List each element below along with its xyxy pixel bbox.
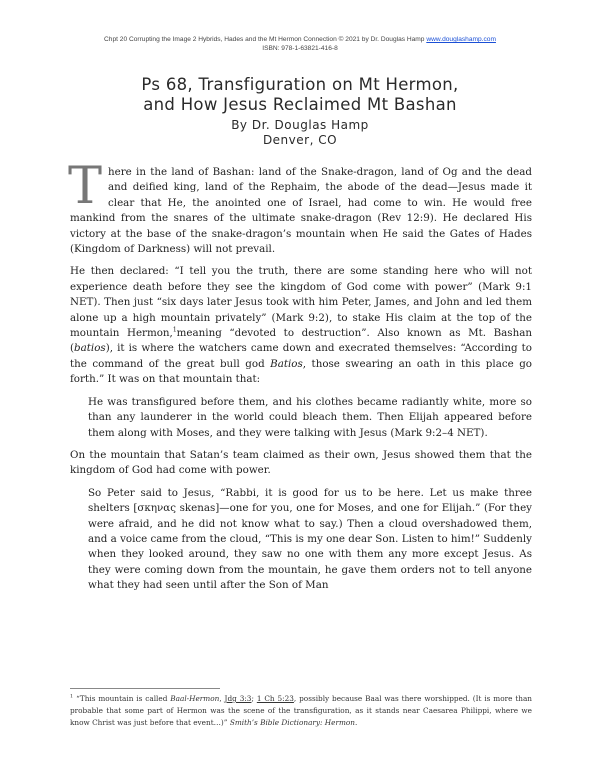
header-line-1 [60, 35, 540, 44]
paragraph-3: On the mountain that Satan’s team claimed as their own, Jesus showed them that the kingdom of God had come with power. [70, 448, 532, 477]
paragraph-1 [68, 157, 532, 257]
italic-batios: batios [74, 342, 106, 355]
document-body [68, 157, 532, 601]
footnote-text-a: “This mountain is called [76, 694, 171, 703]
footnote-text-b: , [219, 694, 225, 703]
author: By Dr. Douglas Hamp [231, 118, 369, 132]
document-title [60, 75, 540, 115]
page-header [60, 35, 540, 53]
footnote-italic-2: Smith’s Bible Dictionary: Hermon [229, 717, 355, 727]
header-isbn: ISBN: 978-1-63821-416-8 [262, 45, 338, 52]
paragraph-2-text-c: ), it is where the watchers came down and execrated themselves: “According to the command of the great bull god [70, 342, 532, 370]
footnote-divider [70, 688, 220, 689]
location: Denver, CO [262, 133, 338, 147]
title-line-2: and How Jesus Reclaimed Mt Bashan [143, 95, 457, 114]
footnote-reference[interactable]: 1 [172, 326, 177, 334]
website-link[interactable]: www.douglashamp.com [426, 36, 496, 43]
title-line-1: Ps 68, Transfiguration on Mt Hermon, [141, 75, 459, 94]
footnote-mark: 1 [70, 693, 74, 700]
paragraph-2-text-b: meaning “devoted to destruction”. Also known as Mt. Bashan ( [70, 327, 532, 355]
header-copyright: Chpt 20 Corrupting the Image 2 Hybrids, Hades and the Mt Hermon Connection © 2021 by Dr. Douglas Hamp [104, 36, 425, 43]
paragraph-1-text: here in the land of Bashan: land of the Snake-dragon, land of Og and the dead and deified king, land of the Rephaim, the abode of the dead—Jesus made it clear that He, the anointed one of Israel, had come to win. He would free mankind from the snares of the ultimate snake-dragon (Rev 12:9). He declared His victory at the base of the snake-dragon’s mountain when He said the Gates of Hades (Kingdom of Darkness) will not prevail. [70, 166, 532, 256]
drop-cap: T [68, 157, 103, 216]
footnote-1 [70, 693, 532, 728]
paragraph-2-text-d: , those swearing an oath in this place go forth.” It was on that mountain that: [70, 357, 532, 386]
italic-batios-2: Batios [270, 357, 303, 370]
block-quote-2: So Peter said to Jesus, “Rabbi, it is good for us to be here. Let us make three shelters [σκηνας skenas]—one for you, one for Moses, and one for Elijah.” (For they were afraid, and he did not know what to say.) Then a cloud overshadowed them, and a voice came from the cloud, “This is my one dear Son. Listen to him!” Suddenly when they looked around, they saw no one with them any more except Jesus. As they were coming down from the mountain, he gave them orders not to tell anyone what they had seen until after the Son of Man [88, 486, 532, 592]
paragraph-2 [70, 264, 532, 387]
footnote-text-d: , possibly because Baal was there worshipped. (It is more than probable that some part of Hermon was the scene of the transfiguration, as it stands near Caesarea Philippi, where we know Christ was just before that event…)” [70, 694, 533, 727]
footnote-ref-jdg[interactable]: Jdg 3:3 [224, 694, 252, 703]
paragraph-2-text-a: He then declared: “I tell you the truth, there are some standing here who will not experience death before they see the kingdom of God come with power” (Mark 9:1 NET). Then just “six days later Jesus took with him Peter, James, and John and led them alone up a high mountain privately” (Mark 9:2), to stake His claim at the top of the mountain Hermon, [70, 265, 532, 340]
byline [60, 118, 540, 148]
footnote-text-e: . [354, 717, 358, 727]
block-quote-1: He was transfigured before them, and his clothes became radiantly white, more so than any launderer in the world could bleach them. Then Elijah appeared before them along with Moses, and they were talking with Jesus (Mark 9:2–4 NET). [88, 395, 532, 439]
footnote-ref-1ch[interactable]: 1 Ch 5:23 [256, 694, 294, 703]
footnote-italic-1: Baal-Hermon [170, 694, 220, 703]
footnote-text-c: ; [251, 694, 257, 703]
